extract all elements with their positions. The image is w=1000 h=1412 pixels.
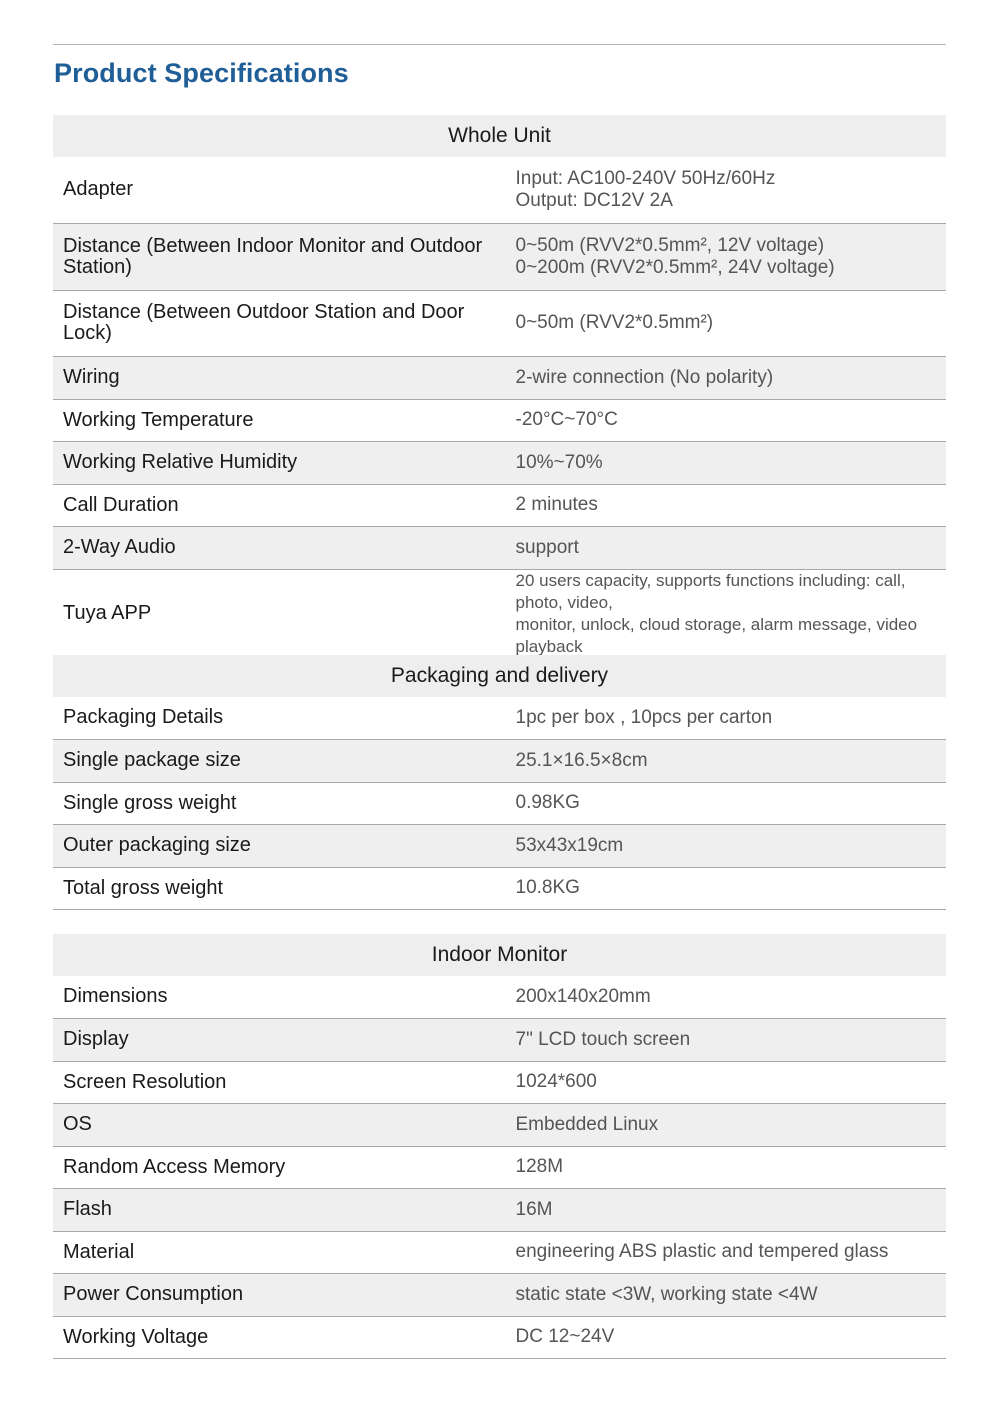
table-row — [53, 157, 946, 223]
spec-value — [500, 441, 947, 484]
spec-label: OS — [53, 1103, 500, 1146]
spec-label: Wiring — [53, 356, 500, 399]
spec-value: 128M — [500, 1146, 947, 1188]
spec-value: 16M — [500, 1188, 947, 1231]
table-row — [53, 1018, 946, 1061]
spec-value — [500, 484, 947, 526]
spec-value: 7" LCD touch screen — [500, 1018, 947, 1061]
spec-label: Single package size — [53, 739, 500, 782]
value-line: 20 users capacity, supports functions including: call, photo, video, — [515, 570, 906, 612]
table-row — [53, 1231, 946, 1273]
table-row — [53, 697, 946, 739]
spec-label: Call Duration — [53, 484, 500, 526]
section-header — [53, 655, 946, 697]
table-row — [53, 867, 946, 909]
spec-value: 25.1×16.5×8cm — [500, 739, 947, 782]
spec-label: 2-Way Audio — [53, 526, 500, 569]
spec-label: Working Temperature — [53, 399, 500, 441]
table-row — [53, 441, 946, 484]
spec-value: 200x140x20mm — [500, 976, 947, 1018]
packaging-table — [53, 655, 946, 910]
spec-label: Working Relative Humidity — [53, 441, 500, 484]
spec-value — [500, 356, 947, 399]
spec-value — [500, 157, 947, 223]
table-row — [53, 1103, 946, 1146]
table-row — [53, 399, 946, 441]
table-row — [53, 290, 946, 356]
section-title: Packaging and delivery — [53, 655, 946, 697]
spec-value — [500, 223, 947, 290]
spec-label: Power Consumption — [53, 1273, 500, 1316]
spec-label: Material — [53, 1231, 500, 1273]
spec-value: Embedded Linux — [500, 1103, 947, 1146]
spec-label: Screen Resolution — [53, 1061, 500, 1103]
spec-value — [500, 290, 947, 356]
spec-value: DC 12~24V — [500, 1316, 947, 1358]
spec-label: Packaging Details — [53, 697, 500, 739]
table-row — [53, 1273, 946, 1316]
page-title: Product Specifications — [54, 58, 349, 88]
spec-value: engineering ABS plastic and tempered glass — [500, 1231, 947, 1273]
value-line: -20°C~70°C — [515, 409, 618, 430]
spec-label: Outer packaging size — [53, 824, 500, 867]
spec-value: 10.8KG — [500, 867, 947, 909]
value-line: 0~200m (RVV2*0.5mm², 24V voltage) — [515, 256, 835, 278]
table-row — [53, 356, 946, 399]
section-header — [53, 115, 946, 157]
spec-value — [500, 399, 947, 441]
value-line: monitor, unlock, cloud storage, alarm message, video playback — [515, 614, 918, 656]
section-header — [53, 934, 946, 976]
table-row — [53, 1316, 946, 1358]
table-row — [53, 976, 946, 1018]
spec-value — [500, 569, 947, 658]
value-line: Output: DC12V 2A — [515, 189, 673, 211]
top-divider — [53, 44, 946, 45]
table-row — [53, 1061, 946, 1103]
spec-value — [500, 526, 947, 569]
value-line: Input: AC100-240V 50Hz/60Hz — [515, 167, 776, 189]
spec-label: Flash — [53, 1188, 500, 1231]
spec-label: Random Access Memory — [53, 1146, 500, 1188]
spec-label: Display — [53, 1018, 500, 1061]
value-line: 2 minutes — [515, 494, 598, 515]
value-line: 10%~70% — [515, 451, 603, 473]
spec-label: Adapter — [53, 157, 500, 223]
table-row — [53, 223, 946, 290]
indoor-monitor-table — [53, 934, 946, 1359]
spec-value: 1pc per box , 10pcs per carton — [500, 697, 947, 739]
table-row — [53, 824, 946, 867]
spec-label: Distance (Between Outdoor Station and Door Lock) — [53, 290, 500, 356]
value-line: 2-wire connection (No polarity) — [515, 366, 774, 388]
spec-label: Single gross weight — [53, 782, 500, 824]
spec-value: 1024*600 — [500, 1061, 947, 1103]
value-line: 0~50m (RVV2*0.5mm², 12V voltage) — [515, 234, 825, 256]
spec-value: static state <3W, working state <4W — [500, 1273, 947, 1316]
section-title: Whole Unit — [53, 115, 946, 157]
table-row — [53, 1146, 946, 1188]
spec-label: Total gross weight — [53, 867, 500, 909]
value-line: 0~50m (RVV2*0.5mm²) — [515, 312, 714, 333]
spec-label: Tuya APP — [53, 569, 500, 658]
table-row — [53, 526, 946, 569]
whole-unit-table — [53, 115, 946, 659]
spec-label: Dimensions — [53, 976, 500, 1018]
spec-value: 53x43x19cm — [500, 824, 947, 867]
value-line: support — [515, 536, 579, 558]
section-title: Indoor Monitor — [53, 934, 946, 976]
table-row — [53, 739, 946, 782]
table-row — [53, 782, 946, 824]
spec-label: Working Voltage — [53, 1316, 500, 1358]
spec-value: 0.98KG — [500, 782, 947, 824]
table-row — [53, 569, 946, 658]
table-row — [53, 484, 946, 526]
table-row — [53, 1188, 946, 1231]
spec-label: Distance (Between Indoor Monitor and Outdoor Station) — [53, 223, 500, 290]
